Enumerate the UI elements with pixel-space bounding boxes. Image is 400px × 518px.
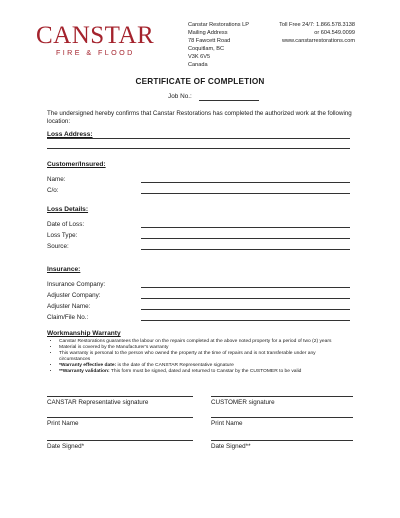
loss-type-field[interactable] [141,238,350,239]
customer-date-line[interactable] [211,440,353,441]
rep-date-label: Date Signed* [47,443,85,450]
rep-print-name-label: Print Name [47,420,79,427]
toll-free-number: Toll Free 24/7: 1.866.578.3138 [279,22,355,28]
customer-co-label: C/o: [47,187,59,194]
warranty-list [47,339,347,376]
warranty-item: • This warranty is personal to the person who owned the property at the time of repairs and is not transferable under any circumstances [59,351,347,363]
warranty-item: • Canstar Restorations guarantees the labour on the repairs completed at the above noted property for a period of two (2) years [59,339,347,345]
warranty-item: • **Warranty validation: This form must be signed, dated and returned to Canstar by the CUSTOMER to be valid [59,369,347,375]
contact-block [279,21,355,45]
customer-name-field[interactable] [141,182,350,183]
company-address-block [188,21,249,69]
job-number-label: Job No.: [168,93,192,100]
claim-file-field[interactable] [141,320,350,321]
loss-address-field[interactable] [47,138,350,139]
rep-date-line[interactable] [47,440,193,441]
intro-text: The undersigned hereby confirms that Canstar Restorations has completed the authorized work at the following location: [47,110,352,125]
customer-print-name-line[interactable] [211,417,353,418]
customer-co-field[interactable] [141,193,350,194]
job-number-field[interactable] [199,100,259,101]
page-title: CERTIFICATE OF COMPLETION [135,77,265,86]
rep-signature-label: CANSTAR Representative signature [47,399,149,406]
customer-date-label: Date Signed** [211,443,251,450]
address-line: Mailing Address [188,30,228,36]
adjuster-company-field[interactable] [141,298,350,299]
rep-signature-line[interactable] [47,396,193,397]
loss-type-label: Loss Type: [47,232,78,239]
address-line: 78 Fawcett Road [188,38,231,44]
address-line: Coquitlam, BC [188,46,225,52]
source-field[interactable] [141,249,350,250]
section-heading-loss-address: Loss Address: [47,131,93,138]
section-heading-customer: Customer/Insured: [47,161,106,168]
alt-phone-number: or 604.549.0099 [314,30,355,36]
website: www.canstarrestorations.com [281,38,355,44]
company-logo: CANSTAR [36,22,155,49]
date-of-loss-field[interactable] [141,227,350,228]
warranty-heading: Workmanship Warranty [47,330,121,337]
customer-signature-line[interactable] [211,396,353,397]
claim-file-label: Claim/File No.: [47,314,89,321]
address-line: V3K 6V5 [188,54,211,60]
customer-name-label: Name: [47,176,66,183]
adjuster-company-label: Adjuster Company: [47,292,101,299]
company-name: Canstar Restorations LP [188,22,249,28]
address-line: Canada [188,62,208,68]
warranty-item: • Material is covered by the Manufacturer's warranty [59,345,347,351]
adjuster-name-label: Adjuster Name: [47,303,91,310]
rep-print-name-line[interactable] [47,417,193,418]
company-logo-tagline: FIRE & FLOOD [56,48,135,57]
loss-address-field[interactable] [47,148,350,149]
source-label: Source: [47,243,69,250]
adjuster-name-field[interactable] [141,309,350,310]
insurance-company-field[interactable] [141,287,350,288]
section-heading-insurance: Insurance: [47,266,81,273]
section-heading-loss-details: Loss Details: [47,206,89,213]
customer-print-name-label: Print Name [211,420,243,427]
insurance-company-label: Insurance Company: [47,281,106,288]
customer-signature-label: CUSTOMER signature [211,399,275,406]
date-of-loss-label: Date of Loss: [47,221,85,228]
warranty-item: • *Warranty effective date: is the date of the CANSTAR Representative signature [59,363,347,369]
